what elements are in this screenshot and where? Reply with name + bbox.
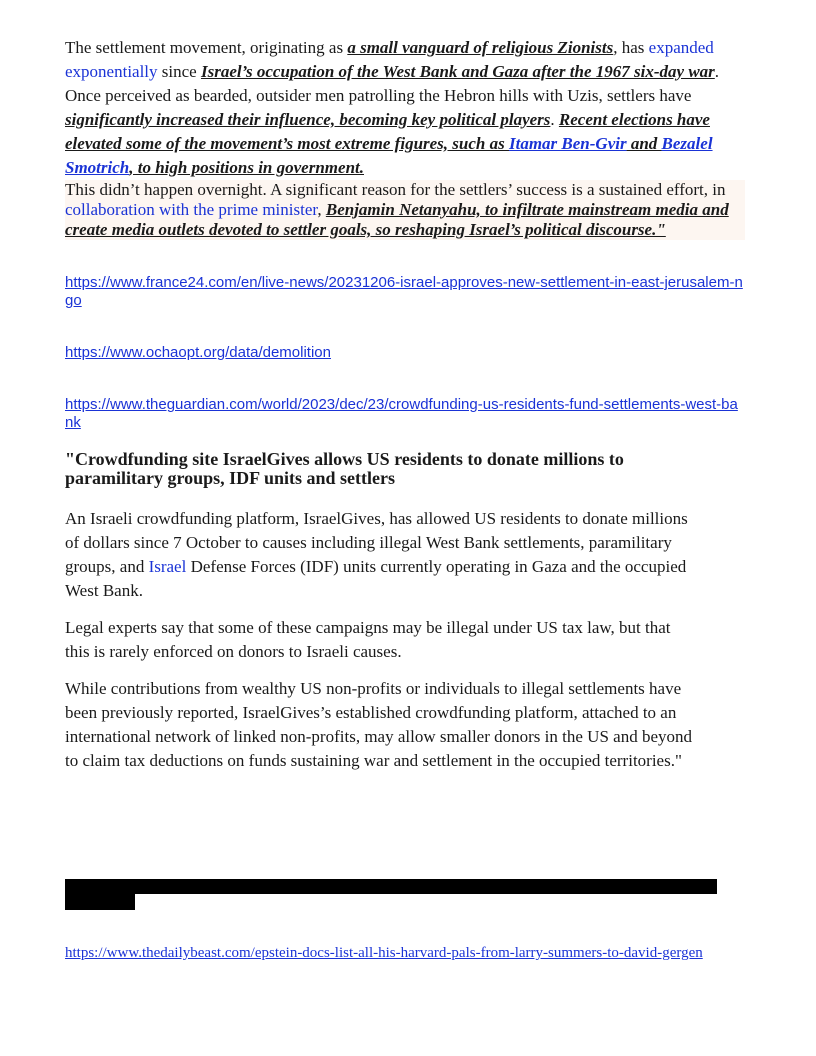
intro-text-3: since (157, 62, 201, 81)
intro-emphasis-and: and (626, 134, 662, 153)
second-paragraph (65, 180, 745, 240)
guardian-url-link[interactable]: https://www.theguardian.com/world/2023/dec/23/crowdfunding-us-residents-fund-settlements-west-bank (65, 396, 738, 431)
redaction-bar-tail (65, 894, 135, 910)
redaction-bar (65, 879, 717, 894)
article-paragraph-1 (65, 507, 695, 603)
intro-text-1: The settlement movement, originating as (65, 38, 348, 57)
intro-text-2: , has (613, 38, 649, 57)
url-ocha-block (65, 344, 745, 362)
prime-minister-link[interactable]: collaboration with the prime minister (65, 200, 318, 219)
second-emphasis-netanyahu: Benjamin Netanyahu, to infiltrate mainstream media and create media outlets devoted to settler goals, so reshaping Israel’s political discourse." (65, 200, 729, 239)
intro-emphasis-influence: significantly increased their influence, becoming key political players (65, 110, 551, 129)
url-guardian-block (65, 396, 745, 432)
france24-url-link[interactable]: https://www.france24.com/en/live-news/20231206-israel-approves-new-settlement-in-east-jerusalem-ngo (65, 274, 743, 309)
intro-emphasis-government: , to high positions in government. (129, 158, 364, 177)
intro-text-5: . (550, 110, 559, 129)
article-p1-text-a: An Israeli crowdfunding platform, IsraelGives, has allowed US residents to donate millions of dollars since 7 October to causes including illegal West Bank settlements, paramilitary groups, and (65, 509, 688, 576)
intro-paragraph (65, 36, 745, 180)
article-p1-text-b: Defense Forces (IDF) units currently operating in Gaza and the occupied West Bank. (65, 557, 687, 600)
second-text-2: , (317, 200, 326, 219)
article-body (65, 507, 745, 773)
intro-emphasis-elections: Recent elections have elevated some of the movement’s most extreme figures, such as (65, 110, 710, 153)
smotrich-link[interactable]: Bezalel Smotrich (65, 134, 713, 177)
document-page (65, 36, 745, 773)
url-france24-block (65, 274, 745, 310)
intro-emphasis-occupation: Israel’s occupation of the West Bank and Gaza after the 1967 six-day war (200, 62, 715, 81)
ben-gvir-link[interactable]: Itamar Ben-Gvir (508, 134, 627, 153)
article-headline: "Crowdfunding site IsraelGives allows US residents to donate millions to paramilitary groups, IDF units and settlers (65, 449, 624, 488)
article-paragraph-3: While contributions from wealthy US non-profits or individuals to illegal settlements have been previously reported, IsraelGives’s established crowdfunding platform, attached to an international network of linked non-profits, may allow smaller donors in the US and beyond to claim tax deductions on funds sustaining war and settlement in the occupied territories." (65, 679, 692, 770)
israel-link[interactable]: Israel (148, 557, 187, 576)
dailybeast-url-link[interactable]: https://www.thedailybeast.com/epstein-docs-list-all-his-harvard-pals-from-larry-summers-to-david-gergen (65, 945, 703, 961)
article-paragraph-2: Legal experts say that some of these campaigns may be illegal under US tax law, but that this is rarely enforced on donors to Israeli causes. (65, 618, 671, 661)
ocha-url-link[interactable]: https://www.ochaopt.org/data/demolition (65, 344, 331, 361)
expanded-exponentially-link[interactable]: expanded exponentially (65, 38, 714, 81)
intro-text-4: . Once perceived as bearded, outsider men patrolling the Hebron hills with Uzis, settlers have (65, 62, 720, 105)
second-text-1: This didn’t happen overnight. A significant reason for the settlers’ success is a sustained effort, in (65, 180, 726, 199)
intro-emphasis-vanguard: a small vanguard of religious Zionists (347, 38, 614, 57)
